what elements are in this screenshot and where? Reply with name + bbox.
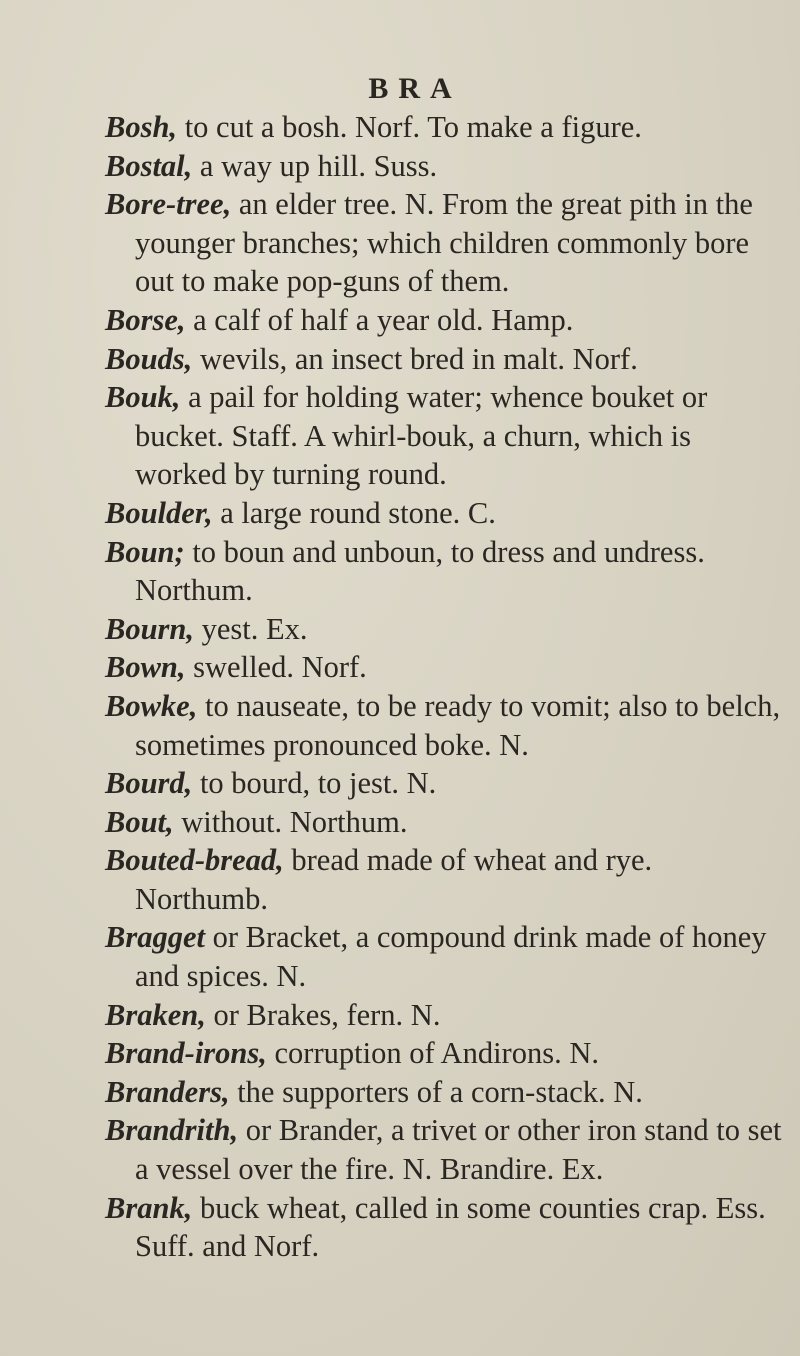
entry-headword: Brank, [105, 1190, 193, 1225]
dictionary-entry [105, 918, 785, 995]
dictionary-entry [105, 494, 785, 533]
entry-definition: or Brakes, fern. N. [205, 997, 441, 1032]
entry-headword: Bostal, [105, 148, 193, 183]
entry-definition: yest. Ex. [194, 611, 308, 646]
entry-headword: Bowke, [105, 688, 198, 723]
entry-definition: a large round stone. C. [212, 495, 496, 530]
dictionary-entry [105, 378, 785, 494]
dictionary-entry [105, 1073, 785, 1112]
dictionary-entry [105, 610, 785, 649]
entry-headword: Bouk, [105, 380, 181, 415]
entry-definition: wevils, an insect bred in malt. Norf. [192, 341, 638, 376]
dictionary-entry [105, 648, 785, 687]
entry-definition: or Bracket, a compound drink made of honey and spices. N. [135, 920, 767, 994]
dictionary-entry [105, 533, 785, 610]
dictionary-entry [105, 764, 785, 803]
entry-headword: Bore-tree, [105, 187, 232, 222]
entry-headword: Brand-irons, [105, 1036, 267, 1071]
entry-definition: to bourd, to jest. N. [192, 766, 437, 801]
entry-definition: the supporters of a corn-stack. N. [229, 1074, 643, 1109]
entry-definition: an elder tree. N. From the great pith in the younger branches; which children commonly bore out to make pop-guns of them. [135, 187, 753, 299]
dictionary-entries [105, 108, 785, 1266]
dictionary-entry [105, 996, 785, 1035]
entry-definition: a way up hill. Suss. [192, 148, 438, 183]
dictionary-entry [105, 108, 785, 147]
entry-definition: a calf of half a year old. Hamp. [185, 302, 574, 337]
entry-headword: Boulder, [105, 495, 213, 530]
dictionary-entry [105, 340, 785, 379]
entry-headword: Bout, [105, 804, 174, 839]
entry-headword: Bouted-bread, [105, 843, 284, 878]
entry-headword: Bragget [105, 920, 205, 955]
dictionary-entry [105, 1034, 785, 1073]
entry-headword: Bown, [105, 650, 186, 685]
entry-definition: to nauseate, to be ready to vomit; also to belch, sometimes pronounced boke. N. [135, 688, 781, 762]
entry-definition: bread made of wheat and rye. Northumb. [135, 843, 653, 916]
entry-headword: Bouds, [105, 341, 193, 376]
dictionary-entry [105, 687, 785, 764]
dictionary-entry [105, 1111, 785, 1188]
entry-headword: Brandrith, [105, 1113, 239, 1148]
entry-definition: or Brander, a trivet or other iron stand to set a vessel over the fire. N. Brandire. Ex. [135, 1113, 782, 1187]
entry-definition: to boun and unboun, to dress and undress. Northum. [135, 534, 705, 608]
dictionary-entry [105, 1189, 785, 1266]
entry-headword: Bourd, [105, 766, 193, 801]
entry-headword: Braken, [105, 997, 206, 1032]
entry-headword: Bosh, [105, 110, 178, 144]
entry-definition: without. Northum. [173, 804, 408, 839]
entry-definition: to cut a bosh. Norf. To make a figure. [177, 110, 642, 144]
entry-headword: Borse, [105, 302, 186, 337]
entry-definition: buck wheat, called in some counties crap. Ess. Suff. and Norf. [135, 1190, 766, 1264]
dictionary-entry [105, 841, 785, 918]
dictionary-entry [105, 803, 785, 842]
entry-headword: Branders, [105, 1074, 230, 1109]
entry-definition: swelled. Norf. [185, 650, 367, 685]
entry-definition: corruption of Andirons. N. [266, 1036, 599, 1071]
dictionary-entry [105, 147, 785, 186]
entry-headword: Boun; [105, 534, 185, 569]
dictionary-entry [105, 301, 785, 340]
dictionary-entry [105, 185, 785, 301]
entry-headword: Bourn, [105, 611, 195, 646]
entry-definition: a pail for holding water; whence bouket or bucket. Staff. A whirl-bouk, a churn, which is worked by turning round. [135, 380, 708, 492]
page-header: BRA [368, 72, 462, 105]
